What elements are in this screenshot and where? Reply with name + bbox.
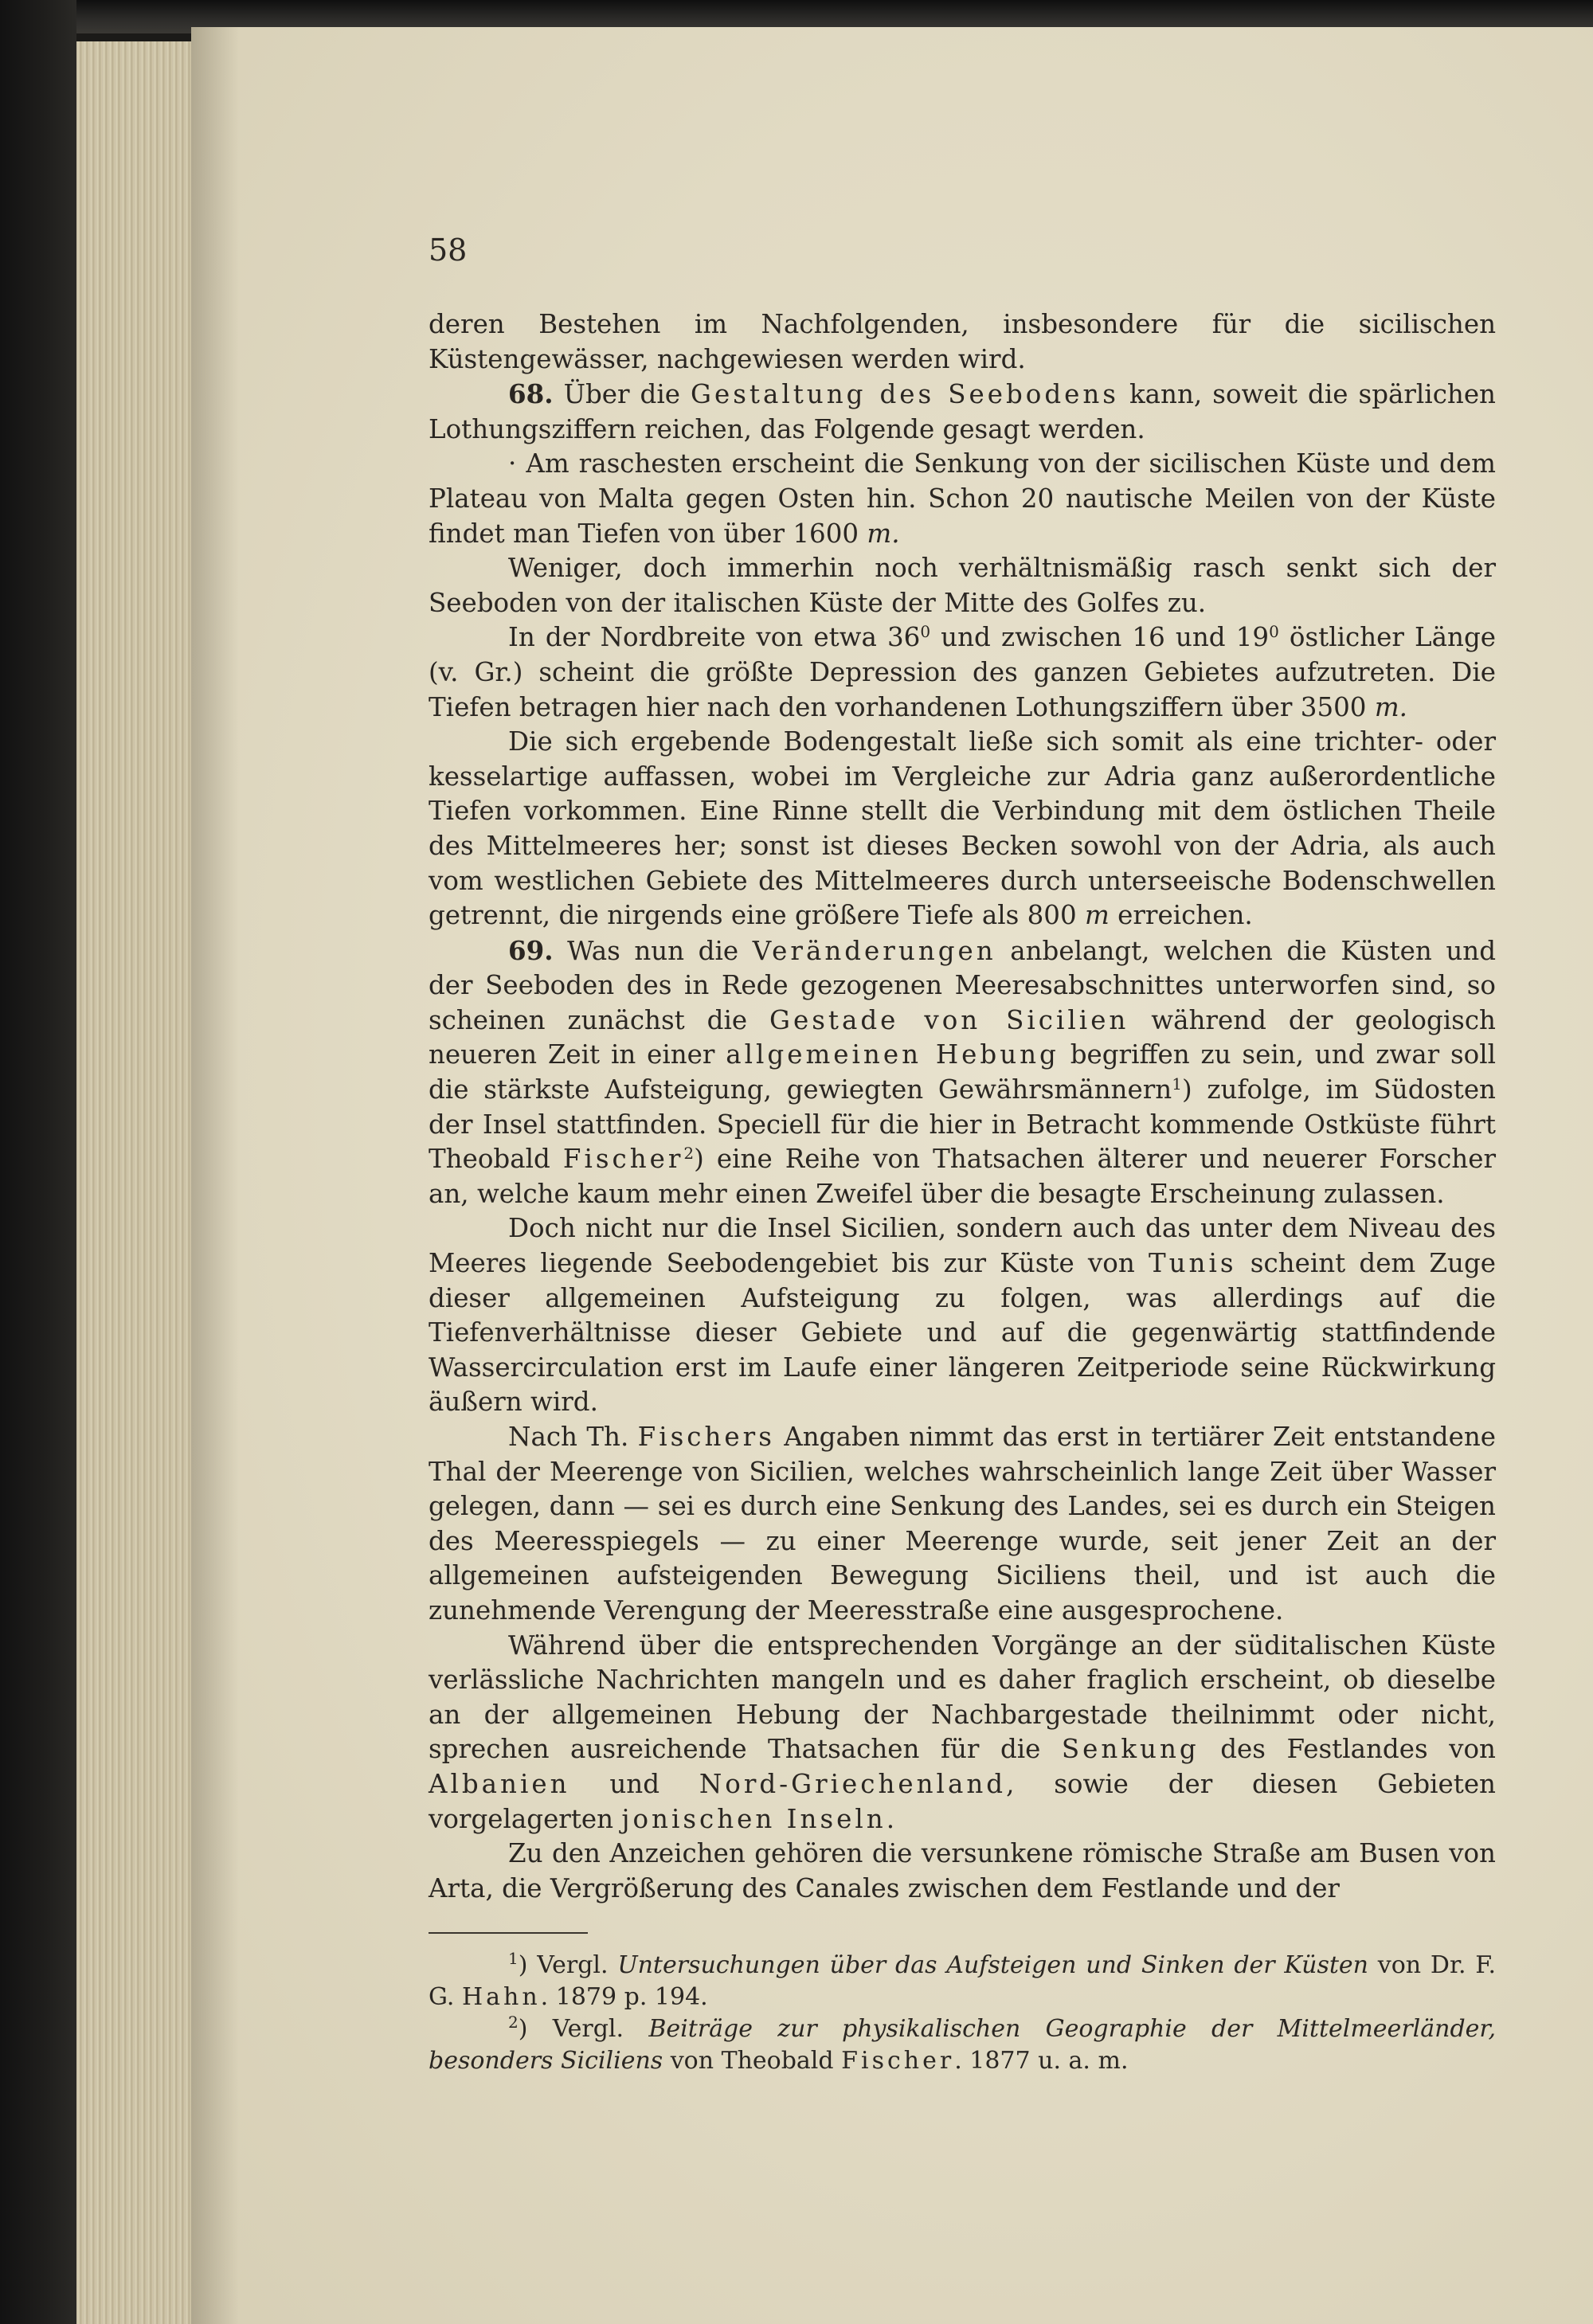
footnote-marker: 2	[683, 1144, 695, 1164]
text-run: . 1877 u. a. m.	[954, 2047, 1129, 2075]
text-run: von Theobald	[663, 2047, 842, 2075]
page-edges-stack	[76, 41, 196, 2324]
text-run: m.	[867, 518, 900, 549]
section-number: 68.	[508, 378, 554, 410]
paragraph-seebodengebiet-tunis	[429, 1211, 1496, 1420]
text-run: Fischer	[562, 1144, 684, 1175]
gutter-shadow	[191, 27, 239, 2324]
text-run: jonischen Inseln	[621, 1803, 887, 1834]
section-number: 69.	[508, 934, 554, 966]
paragraph-continuation	[429, 307, 1496, 377]
text-run: Gestaltung des Seebodens	[691, 379, 1119, 410]
paragraph-69-veraenderungen	[429, 933, 1496, 1212]
text-run: m.	[1374, 691, 1407, 722]
text-run: Veränderungen	[752, 935, 996, 966]
text-run: und zwischen 16 und 19	[930, 622, 1270, 653]
text-run: Gestade von Sicilien	[769, 1004, 1129, 1035]
text-run: Fischer	[841, 2047, 955, 2075]
text-run: östlicher Länge (v. Gr.) scheint die größte Depression des ganzen Gebietes aufzutreten. Die Tiefen betragen hier nach den vorhandenen Lothungsziffern über 3500	[429, 622, 1496, 722]
paragraph-bodengestalt	[429, 725, 1496, 933]
text-run: . 1879 p. 194.	[540, 1983, 708, 2011]
text-run: Weniger, doch immerhin noch verhältnismäßig rasch senkt sich der Seeboden von der italischen Küste der Mitte des Golfes zu.	[429, 553, 1496, 618]
text-run: Hahn	[461, 1983, 541, 2011]
text-run: ) Vergl.	[518, 1951, 618, 1979]
text-run: Doch nicht nur die Insel Sicilien, sondern auch das unter dem Niveau des Meeres liegende Seebodengebiet bis zur Küste von	[429, 1213, 1496, 1279]
paragraph-anzeichen-arta	[429, 1837, 1496, 1906]
text-run: Untersuchungen über das Aufsteigen und Sinken der Küsten	[617, 1951, 1369, 1979]
text-run: anbelangt, welchen die Küsten und der Seeboden des in Rede gezogenen Meeresabschnittes unterworfen sind, so scheinen zunächst die	[429, 935, 1496, 1035]
text-run: ) Vergl.	[518, 2015, 649, 2043]
paragraph-fischer-angaben	[429, 1420, 1496, 1629]
text-run: erreichen.	[1109, 900, 1253, 931]
text-run: .	[886, 1803, 895, 1834]
text-run: Angaben nimmt das erst in tertiärer Zeit entstandene Thal der Meerenge von Sicilien, welches wahrscheinlich lange Zeit über Wasser gelegen, dann — sei es durch eine Senkung des Landes, sei es durch ein Steigen des Meeresspiegels — zu einer Meerenge wurde, seit jener Zeit an der allgemeinen aufsteigenden Bewegung Siciliens theil, und ist auch die zunehmende Verengung der Meeresstraße eine ausgesprochene.	[429, 1422, 1496, 1626]
text-run: Die sich ergebende Bodengestalt ließe sich somit als eine trichter- oder kesselartige auffassen, wobei im Vergleiche zur Adria ganz außerordentliche Tiefen vorkommen. Eine Rinne stellt die Verbindung mit dem östlichen Theile des Mittelmeeres her; sonst ist dieses Becken sowohl von der Adria, als auch vom westlichen Gebiete des Mittelmeeres durch unterseeische Bodenschwellen getrennt, die nirgends eine größere Tiefe als 800	[429, 726, 1496, 931]
paragraph-senkung-malta	[429, 447, 1496, 551]
text-run: scheint dem Zuge dieser allgemeinen Aufsteigung zu folgen, was allerdings auf die Tiefenverhältnisse dieser Gebiete und auf die gegenwärtig stattfindende Wassercirculation erst im Laufe einer längeren Zeitperiode seine Rückwirkung äußern wird.	[429, 1248, 1496, 1418]
paragraph-senkung-albanien	[429, 1629, 1496, 1837]
footnote-marker: 1	[1172, 1074, 1182, 1094]
footnote-2	[429, 2013, 1496, 2077]
text-run: Während über die entsprechenden Vorgänge an der süditalischen Küste verlässliche Nachrichten mangeln und es daher fraglich erscheint, ob dieselbe an der allgemeinen Hebung der Nachbargestade theilnimmt oder nicht, sprechen ausreichende Thatsachen für die	[429, 1630, 1496, 1765]
text-run: Senkung	[1061, 1734, 1200, 1765]
footnote-marker: 0	[920, 622, 931, 642]
text-run: von Dr. F. G.	[429, 1951, 1496, 2011]
body-text	[429, 307, 1496, 1906]
text-run: Was nun die	[553, 935, 753, 966]
footnote-divider	[429, 1932, 588, 1934]
text-run: des Festlandes von	[1199, 1734, 1496, 1765]
text-run: Über die	[553, 379, 691, 410]
text-run: Fischers	[637, 1422, 775, 1452]
text-run: kann, soweit die spärlichen Lothungsziffern reichen, das Folgende gesagt werden.	[429, 379, 1496, 444]
text-run: allgemeinen Hebung	[726, 1039, 1059, 1070]
text-run: begriffen zu sein, und zwar soll die stärkste Aufsteigung, gewiegten Gewährsmännern	[429, 1039, 1497, 1105]
text-run: Zu den Anzeichen gehören die versunkene römische Straße am Busen von Arta, die Vergrößerung des Canales zwischen dem Festlande und der	[429, 1838, 1496, 1903]
footnote-marker: 1	[508, 1949, 519, 1968]
book-cover-left-edge	[0, 0, 76, 2324]
text-run: Albanien	[429, 1768, 570, 1799]
text-run: deren Bestehen im Nachfolgenden, insbesondere für die sicilischen Küstengewässer, nachgewiesen werden wird.	[429, 309, 1496, 374]
text-run: Nach Th.	[508, 1422, 638, 1452]
text-run: Tunis	[1148, 1248, 1237, 1279]
text-run: während der geologisch neueren Zeit in einer	[429, 1004, 1496, 1070]
text-run: ) eine Reihe von Thatsachen älterer und neuerer Forscher an, welche kaum mehr einen Zweifel über die besagte Erscheinung zulassen.	[429, 1144, 1497, 1209]
text-run: , sowie der diesen Gebieten vorgelagerten	[429, 1768, 1496, 1834]
paragraph-italische-kueste	[429, 551, 1496, 620]
text-run: In der Nordbreite von etwa 36	[508, 622, 921, 653]
paragraph-68-seeboden	[429, 377, 1496, 447]
footnote-marker: 2	[508, 2013, 519, 2032]
paragraph-depression	[429, 620, 1496, 725]
footnote-marker: 0	[1269, 622, 1279, 642]
text-run: Beiträge zur physikalischen Geographie der Mittelmeerländer, besonders Siciliens	[429, 2015, 1496, 2075]
footnote-1	[429, 1950, 1496, 2013]
footnotes	[429, 1932, 1496, 2077]
text-run: ) zufolge, im Südosten der Insel stattfinden. Speciell für die hier in Betracht kommende Ostküste führt Theobald	[429, 1074, 1496, 1175]
page-number: 58	[429, 233, 468, 268]
text-run: · Am raschesten erscheint die Senkung von der sicilischen Küste und dem Plateau von Malta gegen Osten hin. Schon 20 nautische Meilen von der Küste findet man Tiefen von über 1600	[429, 448, 1496, 549]
text-run: m	[1084, 900, 1110, 931]
text-run: Nord-Griechenland	[699, 1768, 1007, 1799]
text-run: und	[569, 1768, 699, 1799]
